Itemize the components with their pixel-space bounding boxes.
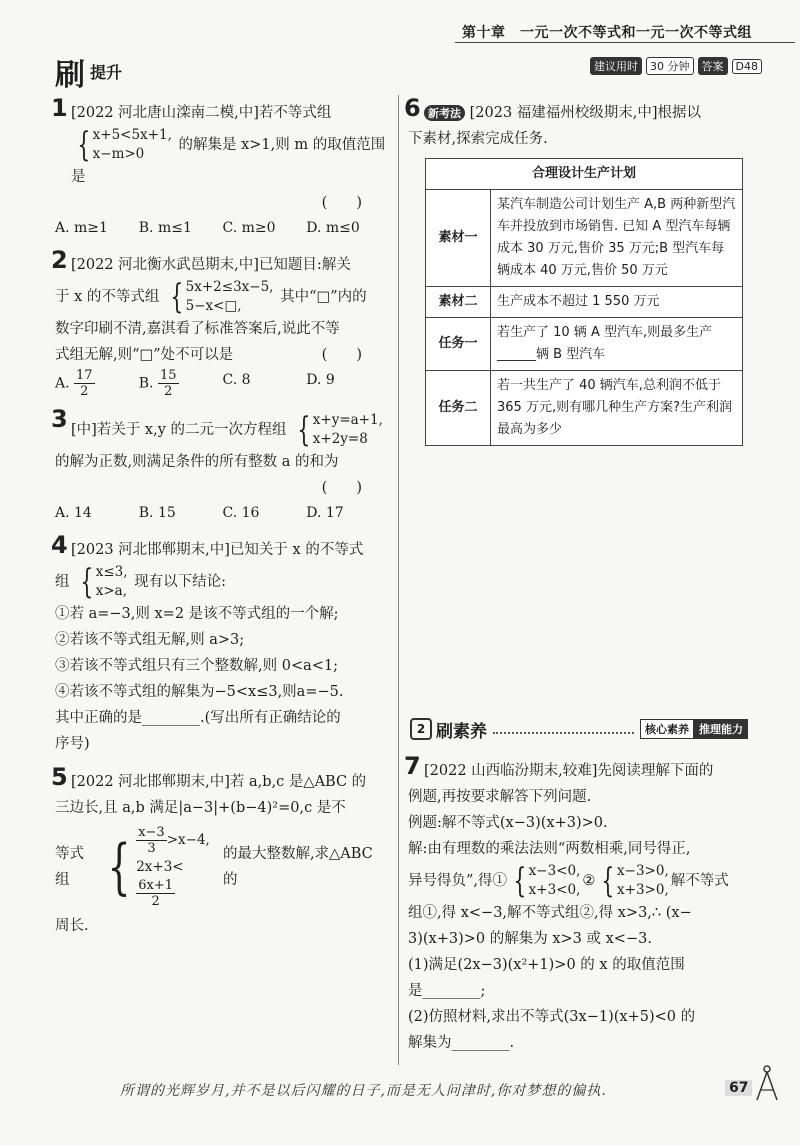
- row-content: 若生产了 10 辆 A 型汽车,则最多生产______辆 B 型汽车: [491, 318, 743, 371]
- system-line: x−3<0,: [528, 863, 581, 879]
- time-value: 30 分钟: [646, 57, 694, 75]
- choice-b[interactable]: [139, 368, 223, 399]
- system-line: [136, 825, 221, 856]
- answer-paren: ( ): [321, 347, 362, 363]
- brace-icon: {: [601, 861, 615, 901]
- question-number: 7: [404, 752, 421, 780]
- question-text: 解集为________.: [408, 1035, 515, 1051]
- system-line: x+y=a+1,: [312, 412, 383, 428]
- choice-d[interactable]: D. m≤0: [306, 220, 360, 236]
- choice-b[interactable]: B. m≤1: [138, 220, 192, 236]
- fraction: [136, 878, 175, 909]
- statement-4: ④若该不等式组的解集为−5<x≤3,则a=−5.: [55, 684, 344, 700]
- row-content: 生产成本不超过 1 550 万元: [491, 287, 743, 318]
- statement-1: ①若 a=−3,则 x=2 是该不等式组的一个解;: [55, 606, 339, 622]
- section-icon: 2: [410, 718, 432, 740]
- answer-value: D48: [732, 59, 762, 74]
- question-text: 序号): [55, 736, 90, 752]
- question-4: [51, 531, 390, 757]
- system-line: x+2y=8: [312, 431, 368, 447]
- system-line: x>a,: [95, 583, 128, 599]
- table-title: 合理设计生产计划: [426, 159, 743, 190]
- numerator: 6x+1: [138, 878, 173, 893]
- right-column: [404, 94, 748, 458]
- question-number: 3: [51, 405, 68, 433]
- table-row: [426, 287, 743, 318]
- question-number: 5: [51, 763, 68, 791]
- brace-icon: {: [297, 410, 311, 450]
- system-line: x−m>0: [92, 146, 145, 162]
- row-label: 任务二: [426, 371, 491, 446]
- choices: [55, 368, 390, 399]
- question-text: [2022 河北衡水武邑期末,中]已知题目:解关: [71, 257, 351, 273]
- footer-quote: 所谓的光辉岁月,并不是以后闪耀的日子,而是无人问津时,你对梦想的偏执.: [120, 1083, 607, 1099]
- choice-c[interactable]: C. m≥0: [222, 220, 276, 236]
- inequality-system: [100, 825, 221, 909]
- compass-icon: [752, 1064, 782, 1104]
- inequality-system: [73, 126, 172, 164]
- section-title: 刷素养: [436, 721, 487, 742]
- column-divider: [398, 95, 399, 1065]
- table-row: [426, 371, 743, 446]
- inequality-system: [597, 862, 668, 900]
- section-tag-1: 核心素养: [640, 719, 694, 739]
- question-text: 数字印刷不清,嘉淇看了标准答案后,说此不等: [55, 321, 340, 337]
- answer-label: 答案: [698, 57, 728, 75]
- question-text: [中]若关于 x,y 的二元一次方程组: [71, 422, 287, 438]
- question-text: 解不等式: [670, 873, 729, 889]
- section-tag-2: 推理能力: [694, 719, 748, 739]
- brace-icon: {: [170, 277, 184, 317]
- statement-3: ③若该不等式组只有三个整数解,则 0<a<1;: [55, 658, 338, 674]
- fraction: [158, 368, 179, 399]
- new-method-badge: 新考法: [424, 105, 465, 121]
- denominator: 2: [80, 384, 89, 399]
- numerator: x−3: [138, 825, 165, 840]
- question-text: 下素材,探索完成任务.: [408, 131, 548, 147]
- question-1: [51, 94, 390, 240]
- question-text: 例题:解不等式(x−3)(x+3)>0.: [408, 815, 608, 831]
- choice-c[interactable]: C. 16: [222, 505, 260, 521]
- fraction: [74, 368, 95, 399]
- question-text: 的解为正数,则满足条件的所有整数 a 的和为: [55, 454, 339, 470]
- question-text: [2023 福建福州校级期末,中]根据以: [469, 105, 702, 121]
- row-label: 素材一: [426, 190, 491, 287]
- time-label: 建议用时: [590, 57, 642, 75]
- question-text: [55, 563, 390, 601]
- question-text: 异号得负”,得①: [408, 873, 508, 889]
- brace-icon: {: [107, 832, 131, 902]
- row-label: 任务一: [426, 318, 491, 371]
- question-text: 于 x 的不等式组: [55, 289, 160, 305]
- question-3: [51, 405, 390, 525]
- system-line: x−3>0,: [617, 863, 669, 879]
- question-text: [408, 862, 748, 900]
- fraction: [136, 825, 167, 856]
- table-row: [426, 190, 743, 287]
- choices: [55, 501, 390, 525]
- numerator: 15: [159, 368, 177, 383]
- denominator: 3: [147, 841, 156, 856]
- denominator: 2: [164, 384, 173, 399]
- question-text: [55, 342, 390, 368]
- choice-d[interactable]: D. 17: [306, 505, 344, 521]
- page-number: 67: [725, 1080, 752, 1096]
- question-text: 是________;: [408, 983, 486, 999]
- system-line: 5−x<□,: [185, 298, 242, 314]
- choices: [55, 216, 390, 240]
- question-text: [2022 河北邯郸期末,中]若 a,b,c 是△ABC 的: [71, 774, 367, 790]
- system-line: x+3<0,: [528, 882, 581, 898]
- choice-a[interactable]: A. 14: [55, 505, 92, 521]
- equation-system: [293, 411, 383, 449]
- answer-paren: ( ): [321, 195, 362, 211]
- brace-icon: {: [513, 861, 527, 901]
- question-text: [2022 山西临汾期末,较难]先阅读理解下面的: [424, 763, 714, 779]
- question-text: [2022 河北唐山滦南二模,中]若不等式组: [71, 105, 332, 121]
- choice-a[interactable]: A. m≥1: [55, 220, 108, 236]
- inequality-system: [166, 278, 273, 316]
- brand-logo: 刷: [55, 58, 84, 93]
- chapter-title: 第十章 一元一次不等式和一元一次不等式组: [462, 25, 752, 41]
- answer-paren: ( ): [321, 480, 362, 496]
- question-text: 式组无解,则“□”处不可以是: [55, 347, 234, 363]
- question-7: [404, 752, 748, 1056]
- question-text: [55, 278, 390, 316]
- left-column: [51, 94, 390, 951]
- question-text: [55, 825, 390, 909]
- question-5: [51, 763, 390, 939]
- choice-c[interactable]: C. 8: [222, 372, 251, 388]
- question-text: 其中正确的是________.(写出所有正确结论的: [55, 710, 341, 726]
- inequality-system: [509, 862, 580, 900]
- question-text: 周长.: [55, 918, 89, 934]
- system-line: x+5<5x+1,: [92, 127, 172, 143]
- brand-subtitle: 提升: [90, 63, 123, 82]
- question-text: 例题,再按要求解答下列问题.: [408, 789, 592, 805]
- question-text: [55, 411, 390, 449]
- question-number: 4: [51, 531, 68, 559]
- system-line: x≤3,: [95, 564, 128, 580]
- question-text: [2023 河北邯郸期末,中]已知关于 x 的不等式: [71, 542, 364, 558]
- statement-2: ②若该不等式组无解,则 a>3;: [55, 632, 245, 648]
- question-text: ②: [582, 873, 596, 889]
- question-text: 三边长,且 a,b 满足|a−3|+(b−4)²=0,c 是不: [55, 800, 346, 816]
- system-rest: >x−4,: [166, 832, 210, 848]
- choice-d[interactable]: D. 9: [306, 372, 335, 388]
- question-text: 组①,得 x<−3,解不等式组②,得 x>3,∴ (x−: [408, 905, 692, 921]
- question-text: 组: [55, 574, 70, 590]
- question-text: (2)仿照材料,求出不等式(3x−1)(x+5)<0 的: [408, 1009, 696, 1025]
- question-number: 2: [51, 246, 68, 274]
- question-text: 解:由有理数的乘法法则“两数相乘,同号得正,: [408, 841, 691, 857]
- choice-label: B.: [138, 375, 154, 392]
- choice-b[interactable]: B. 15: [138, 505, 176, 521]
- row-content: 某汽车制造公司计划生产 A,B 两种新型汽车并投放到市场销售. 已知 A 型汽车每辆成本 30 万元,售价 35 万元;B 型汽车每辆成本 40 万元,售价 50 万元: [491, 190, 743, 287]
- system-pre: 2x+3<: [136, 859, 184, 875]
- question-6: [404, 94, 748, 446]
- question-text: 等式组: [55, 846, 84, 888]
- choice-label: A.: [55, 375, 70, 392]
- section-header: [410, 718, 748, 740]
- row-content: 若一共生产了 40 辆汽车,总利润不低于 365 万元,则有哪几种生产方案?生产利润最高为多少: [491, 371, 743, 446]
- question-text: 现有以下结论:: [134, 574, 227, 590]
- table-row: [426, 318, 743, 371]
- choice-a[interactable]: [55, 368, 139, 399]
- question-text: 的最大整数解,求△ABC 的: [223, 846, 373, 888]
- numerator: 17: [76, 368, 93, 383]
- question-text: [55, 126, 390, 190]
- system-line: 5x+2≤3x−5,: [185, 279, 274, 295]
- plan-table: [425, 158, 743, 446]
- table-row: [426, 159, 743, 190]
- question-text: 3)(x+3)>0 的解集为 x>3 或 x<−3.: [408, 931, 652, 947]
- brace-icon: {: [80, 562, 94, 602]
- question-number: 1: [51, 94, 68, 122]
- question-number: 6: [404, 94, 421, 122]
- question-text: 的解集是 x>1,则 m 的取值范围是: [71, 137, 386, 185]
- inequality-system: [76, 563, 127, 601]
- row-label: 素材二: [426, 287, 491, 318]
- denominator: 2: [151, 894, 160, 909]
- question-text: 其中“□”内的: [280, 289, 367, 305]
- system-line: x+3>0,: [617, 882, 669, 898]
- question-text: (1)满足(2x−3)(x²+1)>0 的 x 的取值范围: [408, 957, 685, 973]
- brace-icon: {: [77, 125, 91, 165]
- meta-info: [590, 57, 762, 75]
- question-text: [408, 100, 748, 126]
- dotted-divider: [493, 724, 634, 734]
- system-line: [136, 856, 221, 909]
- question-2: [51, 246, 390, 399]
